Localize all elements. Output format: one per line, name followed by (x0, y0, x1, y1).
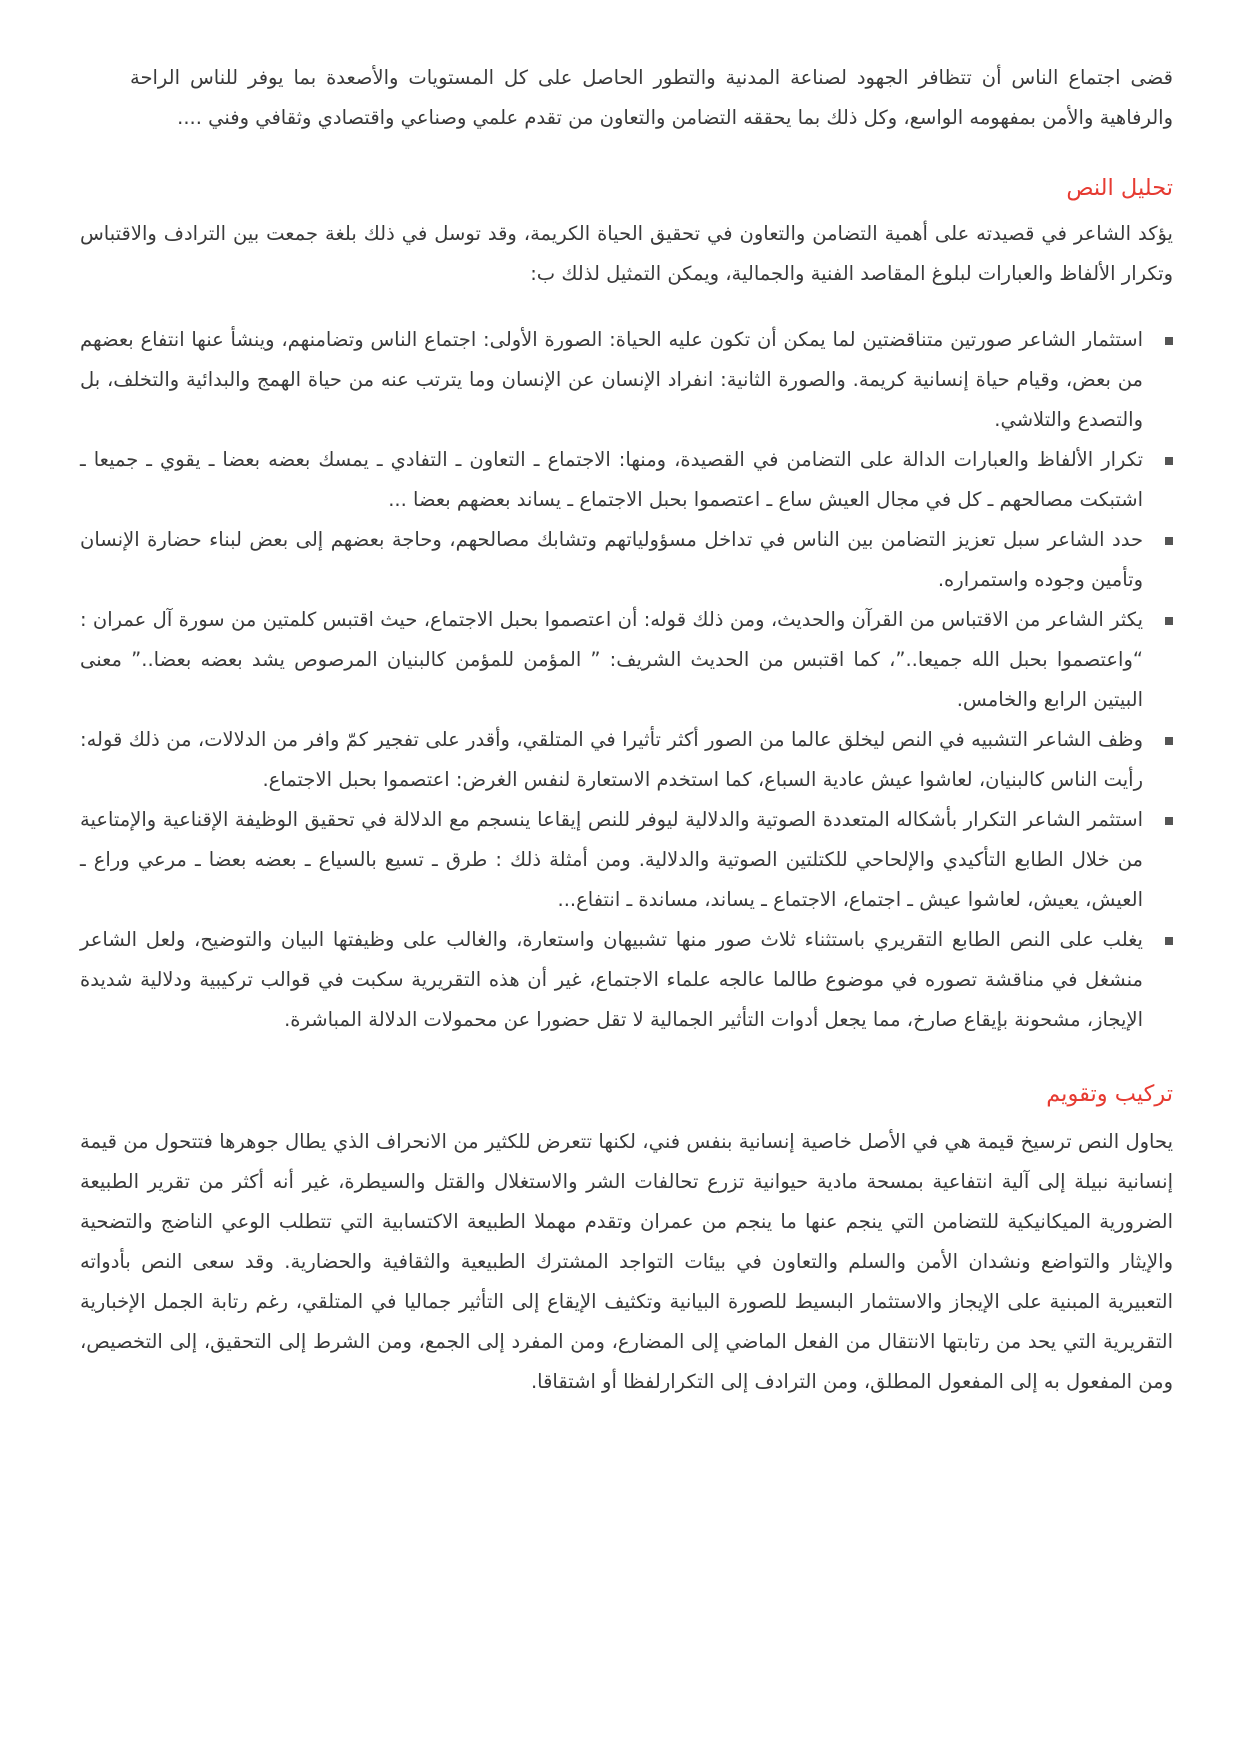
bullet-item (80, 440, 1143, 520)
square-bullet-icon (1165, 737, 1173, 745)
bullet-text: يكثر الشاعر من الاقتباس من القرآن والحديث، ومن ذلك قوله: أن اعتصموا بحبل الاجتماع، حيث اقتبس كلمتين من سورة آل عمران : “واعتصموا بحبل الله جميعا..”، كما اقتبس من الحديث الشريف: ” المؤمن للمؤمن كالبنيان المرصوص يشد بعضه بعضا..” معنى البيتين الرابع والخامس. (80, 608, 1143, 711)
square-bullet-icon (1165, 617, 1173, 625)
bullet-item (80, 920, 1143, 1040)
square-bullet-icon (1165, 337, 1173, 345)
bullet-item (80, 800, 1143, 920)
square-bullet-icon (1165, 537, 1173, 545)
bullet-text: استثمار الشاعر صورتين متناقضتين لما يمكن أن تكون عليه الحياة: الصورة الأولى: اجتماع الناس وتضامنهم، وينشأ عنها انتفاع بعضهم من بعض، وقيام حياة إنسانية كريمة. والصورة الثانية: انفراد الإنسان عن الإنسان وما يترتب عنه من حياة الهمج والبدائية والتخلف، بل والتصدع والتلاشي. (80, 328, 1143, 431)
synthesis-paragraph: يحاول النص ترسيخ قيمة هي في الأصل خاصية إنسانية بنفس فني، لكنها تتعرض للكثير من الانحراف الذي يطال جوهرها فتتحول من قيمة إنسانية نبيلة إلى آلية انتفاعية بمسحة مادية حيوانية تزرع تحالفات الشر والاستغلال والقتل والسيطرة، غير أنه أكثر من تقرير الطبيعة الضرورية الميكانيكية للتضامن التي ينجم عنها ما ينجم من عمران وتقدم مهملا الطبيعة الاكتسابية التي تتطلب الوعي الناضج والتضحية والإيثار والتواضع ونشدان الأمن والسلم والتعاون في بيئات التواجد المشترك الطبيعية والثقافية والحضارية. وقد سعى النص بأدواته التعبيرية المبنية على الإيجاز والاستثمار البسيط للصورة البيانية وتكثيف الإيقاع إلى التأثير جماليا في المتلقي، رغم رتابة الجمل الإخبارية التقريرية التي يحد من رتابتها الانتقال من الفعل الماضي إلى المضارع، ومن المفرد إلى الجمع، ومن الشرط إلى التحقيق، إلى التخصيص، ومن المفعول به إلى المفعول المطلق، ومن الترادف إلى التكرارلفظا أو اشتقاقا. (80, 1130, 1173, 1393)
bullet-item (80, 720, 1143, 800)
intro-paragraph: قضى اجتماع الناس أن تتظافر الجهود لصناعة المدنية والتطور الحاصل على كل المستويات والأصعدة بما يوفر للناس الراحة والرفاهية والأمن بمفهومه الواسع، وكل ذلك بما يحققه التضامن والتعاون من تقدم علمي وصناعي واقتصادي وثقافي وفني .... (130, 66, 1173, 129)
section-heading-synthesis: تركيب وتقويم (1046, 1081, 1173, 1107)
bullet-item (80, 320, 1143, 440)
bullet-text: حدد الشاعر سبل تعزيز التضامن بين الناس في تداخل مسؤولياتهم وتشابك مصالحهم، وحاجة بعضهم إلى بعض لبناء حضارة الإنسان وتأمين وجوده واستمراره. (80, 528, 1143, 591)
bullet-text: وظف الشاعر التشبيه في النص ليخلق عالما من الصور أكثر تأثيرا في المتلقي، وأقدر على تفجير كمّ وافر من الدلالات، من ذلك قوله: رأيت الناس كالبنيان، لعاشوا عيش عادية السباع، كما استخدم الاستعارة لنفس الغرض: اعتصموا بحبل الاجتماع. (80, 728, 1143, 791)
analysis-bullet-list (80, 320, 1173, 1040)
square-bullet-icon (1165, 937, 1173, 945)
square-bullet-icon (1165, 457, 1173, 465)
bullet-text: تكرار الألفاظ والعبارات الدالة على التضامن في القصيدة، ومنها: الاجتماع ـ التعاون ـ التفادي ـ يمسك بعضه بعضا ـ يقوي ـ جميعا ـ اشتبكت مصالحهم ـ كل في مجال العيش ساع ـ اعتصموا بحبل الاجتماع ـ يساند بعضهم بعضا ... (80, 448, 1143, 511)
bullet-text: استثمر الشاعر التكرار بأشكاله المتعددة الصوتية والدلالية ليوفر للنص إيقاعا ينسجم مع الدلالة في تحقيق الوظيفة الإقناعية والإمتاعية من خلال الطابع التأكيدي والإلحاحي للكتلتين الصوتية والدلالية. ومن أمثلة ذلك : طرق ـ تسيع بالسياع ـ بعضه بعضا ـ مرعي وراع ـ العيش، يعيش، لعاشوا عيش ـ اجتماع، الاجتماع ـ يساند، مساندة ـ انتفاع... (80, 808, 1143, 911)
square-bullet-icon (1165, 817, 1173, 825)
bullet-text: يغلب على النص الطابع التقريري باستثناء ثلاث صور منها تشبيهان واستعارة، والغالب على وظيفتها البيان والتوضيح، ولعل الشاعر منشغل في مناقشة تصوره في موضوع طالما عالجه علماء الاجتماع، غير أن هذه التقريرية سكبت في قوالب تركيبية ودلالية شديدة الإيجاز، مشحونة بإيقاع صارخ، مما يجعل أدوات التأثير الجمالية لا تقل حضورا عن محمولات الدلالة المباشرة. (80, 928, 1143, 1031)
bullet-item (80, 520, 1143, 600)
section-heading-analysis: تحليل النص (1066, 175, 1173, 201)
bullet-item (80, 600, 1143, 720)
analysis-paragraph: يؤكد الشاعر في قصيدته على أهمية التضامن والتعاون في تحقيق الحياة الكريمة، وقد توسل في ذلك بلغة جمعت بين الترادف والاقتباس وتكرار الألفاظ والعبارات لبلوغ المقاصد الفنية والجمالية، ويمكن التمثيل لذلك ب: (80, 222, 1173, 285)
